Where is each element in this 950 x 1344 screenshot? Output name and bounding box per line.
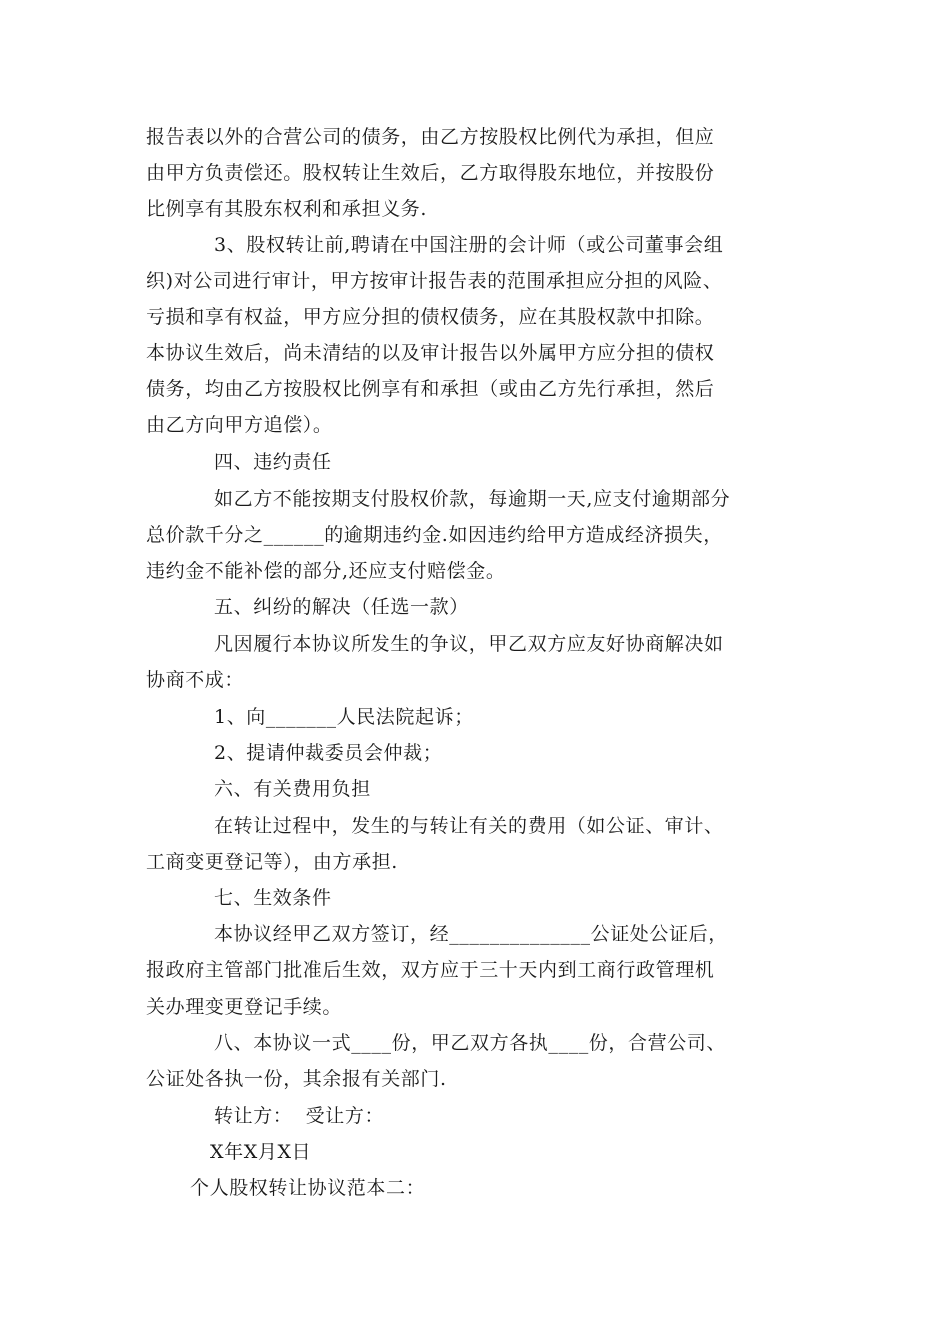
text-line: 比例享有其股东权利和承担义务. [146, 198, 428, 220]
text-line: 亏损和享有权益，甲方应分担的债权债务，应在其股权款中扣除。 [146, 306, 715, 328]
text-line: 债务，均由乙方按股权比例享有和承担（或由乙方先行承担，然后 [146, 378, 715, 400]
section-heading: 个人股权转让协议范本二： [190, 1177, 426, 1199]
text-line: 关办理变更登记手续。 [146, 996, 343, 1018]
text-line: 在转让过程中，发生的与转让有关的费用（如公证、审计、 [214, 815, 724, 837]
text-line: 工商变更登记等），由方承担. [146, 851, 398, 873]
text-line: 由甲方负责偿还。股权转让生效后，乙方取得股东地位，并按股份 [146, 162, 715, 184]
text-line: 协商不成： [146, 669, 245, 691]
text-line: 报政府主管部门批准后生效，双方应于三十天内到工商行政管理机 [146, 959, 715, 981]
text-line: 织)对公司进行审计，甲方按审计报告表的范围承担应分担的风险、 [146, 270, 723, 292]
text-line: 1、向_______人民法院起诉； [214, 706, 474, 728]
text-line: 凡因履行本协议所发生的争议，甲乙双方应友好协商解决如 [214, 633, 724, 655]
text-line: 总价款千分之______的逾期违约金.如因违约给甲方造成经济损失， [146, 524, 723, 546]
section-heading: 七、生效条件 [214, 887, 332, 909]
date-line: X年X月X日 [210, 1141, 312, 1163]
text-line: 报告表以外的合营公司的债务，由乙方按股权比例代为承担，但应 [146, 126, 715, 148]
text-line: 八、本协议一式____份，甲乙双方各执____份，合营公司、 [214, 1032, 727, 1054]
text-line: 本协议生效后，尚未清结的以及审计报告以外属甲方应分担的债权 [146, 342, 715, 364]
text-line: 由乙方向甲方追偿）。 [146, 414, 333, 436]
signature-line: 转让方： 受让方： [214, 1105, 385, 1127]
section-heading: 五、纠纷的解决（任选一款） [214, 596, 469, 618]
section-heading: 四、违约责任 [214, 451, 332, 473]
text-line: 违约金不能补偿的部分,还应支付赔偿金。 [146, 560, 506, 582]
text-line: 如乙方不能按期支付股权价款，每逾期一天,应支付逾期部分 [214, 488, 731, 510]
text-line: 公证处各执一份，其余报有关部门. [146, 1068, 447, 1090]
text-line: 3、股权转让前,聘请在中国注册的会计师（或公司董事会组 [214, 234, 724, 256]
text-line: 2、提请仲裁委员会仲裁； [214, 742, 443, 764]
section-heading: 六、有关费用负担 [214, 778, 371, 800]
text-line: 本协议经甲乙双方签订，经______________公证处公证后， [214, 923, 728, 945]
